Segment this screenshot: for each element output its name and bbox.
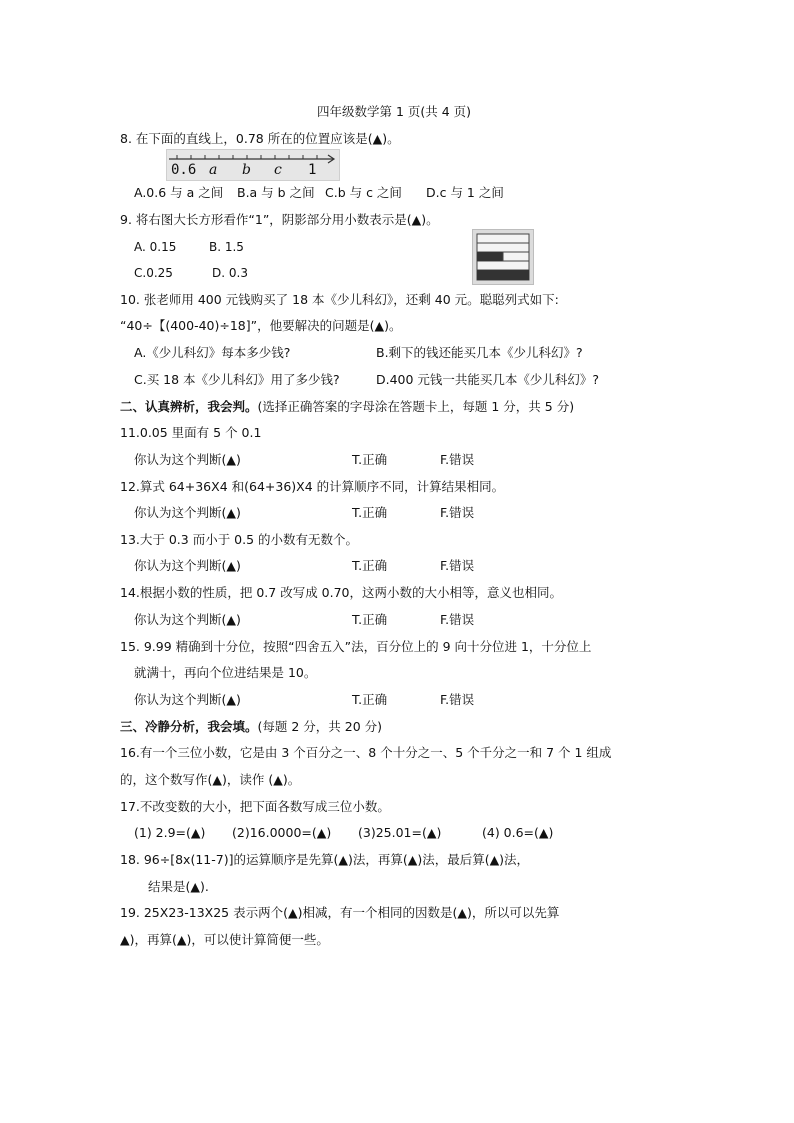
judge-true: T.正确 bbox=[352, 612, 388, 627]
q19-stem-line1: 19. 25X23-13X25 表示两个(▲)相减，有一个相同的因数是(▲)，所以可以先算 bbox=[120, 905, 560, 920]
number-line-figure bbox=[166, 149, 340, 181]
q15-stem-line2: 就满十，再向个位进结果是 10。 bbox=[134, 665, 317, 680]
q8-stem: 8. 在下面的直线上，0.78 所在的位置应该是(▲)。 bbox=[120, 131, 400, 146]
judge-true: T.正确 bbox=[352, 505, 388, 520]
judge-true: T.正确 bbox=[352, 558, 388, 573]
section2-title-note: (选择正确答案的字母涂在答题卡上，每题 1 分，共 5 分) bbox=[257, 399, 575, 414]
q8-option-c: C.b 与 c 之间 bbox=[325, 185, 402, 200]
section3-title-bold: 三、冷静分析，我会填。 bbox=[120, 719, 258, 734]
q17-item-2: (2)16.0000=(▲) bbox=[232, 825, 332, 840]
judge-false: F.错误 bbox=[440, 452, 475, 467]
q11-stem: 11.0.05 里面有 5 个 0.1 bbox=[120, 425, 262, 440]
q10-option-a: A.《少儿科幻》每本多少钱? bbox=[134, 345, 291, 360]
judge-prompt: 你认为这个判断(▲) bbox=[134, 558, 241, 573]
page-header: 四年级数学第 1 页(共 4 页) bbox=[317, 104, 472, 119]
section3-title-note: (每题 2 分，共 20 分) bbox=[257, 719, 383, 734]
judge-prompt: 你认为这个判断(▲) bbox=[134, 505, 241, 520]
judge-false: F.错误 bbox=[440, 505, 475, 520]
shaded-rectangle-figure bbox=[472, 229, 534, 285]
q10-option-b: B.剩下的钱还能买几本《少儿科幻》? bbox=[376, 345, 583, 360]
number-line-label: a bbox=[209, 162, 218, 178]
number-line-label: 0.6 bbox=[171, 162, 197, 178]
q17-item-4: (4) 0.6=(▲) bbox=[482, 825, 554, 840]
judge-prompt: 你认为这个判断(▲) bbox=[134, 452, 241, 467]
q14-stem: 14.根据小数的性质，把 0.7 改写成 0.70，这两小数的大小相等，意义也相同。 bbox=[120, 585, 563, 600]
judge-prompt: 你认为这个判断(▲) bbox=[134, 612, 241, 627]
judge-true: T.正确 bbox=[352, 692, 388, 707]
q9-option-c: C.0.25 bbox=[134, 266, 173, 280]
q8-option-b: B.a 与 b 之间 bbox=[237, 185, 315, 200]
q17-stem: 17.不改变数的大小，把下面各数写成三位小数。 bbox=[120, 799, 390, 814]
section2-title-bold: 二、认真辨析，我会判。 bbox=[120, 399, 258, 414]
q8-option-a: A.0.6 与 a 之间 bbox=[134, 185, 224, 200]
section2-title bbox=[120, 399, 574, 415]
judge-true: T.正确 bbox=[352, 452, 388, 467]
q18-stem-line1: 18. 96÷[8x(11-7)]的运算顺序是先算(▲)法，再算(▲)法，最后算(▲)法， bbox=[120, 852, 530, 867]
q16-stem-line2: 的，这个数写作(▲)，读作 (▲)。 bbox=[120, 772, 301, 787]
q10-stem-line1: 10. 张老师用 400 元钱购买了 18 本《少儿科幻》，还剩 40 元。聪聪列式如下: bbox=[120, 292, 559, 307]
section3-title bbox=[120, 719, 382, 735]
q15-stem-line1: 15. 9.99 精确到十分位，按照“四舍五入”法，百分位上的 9 向十分位进 1，十分位上 bbox=[120, 639, 592, 654]
q9-option-a: A. 0.15 bbox=[134, 240, 177, 254]
q9-stem: 9. 将右图大长方形看作“1”，阴影部分用小数表示是(▲)。 bbox=[120, 212, 439, 227]
shaded-rectangle-svg bbox=[473, 230, 533, 284]
judge-false: F.错误 bbox=[440, 692, 475, 707]
q10-stem-line2: “40÷【(400-40)÷18]”，他要解决的问题是(▲)。 bbox=[120, 318, 402, 333]
q17-item-1: (1) 2.9=(▲) bbox=[134, 825, 206, 840]
q9-option-d: D. 0.3 bbox=[212, 266, 248, 280]
judge-false: F.错误 bbox=[440, 558, 475, 573]
q10-option-c: C.买 18 本《少儿科幻》用了多少钱? bbox=[134, 372, 340, 387]
q9-option-b: B. 1.5 bbox=[209, 240, 244, 254]
judge-prompt: 你认为这个判断(▲) bbox=[134, 692, 241, 707]
q16-stem-line1: 16.有一个三位小数，它是由 3 个百分之一、8 个十分之一、5 个千分之一和 7 个 1 组成 bbox=[120, 745, 612, 760]
q10-option-d: D.400 元钱一共能买几本《少儿科幻》? bbox=[376, 372, 600, 387]
judge-false: F.错误 bbox=[440, 612, 475, 627]
q18-stem-line2: 结果是(▲). bbox=[148, 879, 209, 894]
number-line-label: b bbox=[242, 162, 251, 178]
q8-option-d: D.c 与 1 之间 bbox=[426, 185, 504, 200]
number-line-label: c bbox=[274, 162, 282, 178]
q19-stem-line2: ▲)，再算(▲)，可以使计算简便一些。 bbox=[120, 932, 329, 947]
q17-item-3: (3)25.01=(▲) bbox=[358, 825, 442, 840]
q12-stem: 12.算式 64+36X4 和(64+36)X4 的计算顺序不同，计算结果相同。 bbox=[120, 479, 505, 494]
number-line-label: 1 bbox=[308, 162, 317, 178]
q13-stem: 13.大于 0.3 而小于 0.5 的小数有无数个。 bbox=[120, 532, 359, 547]
